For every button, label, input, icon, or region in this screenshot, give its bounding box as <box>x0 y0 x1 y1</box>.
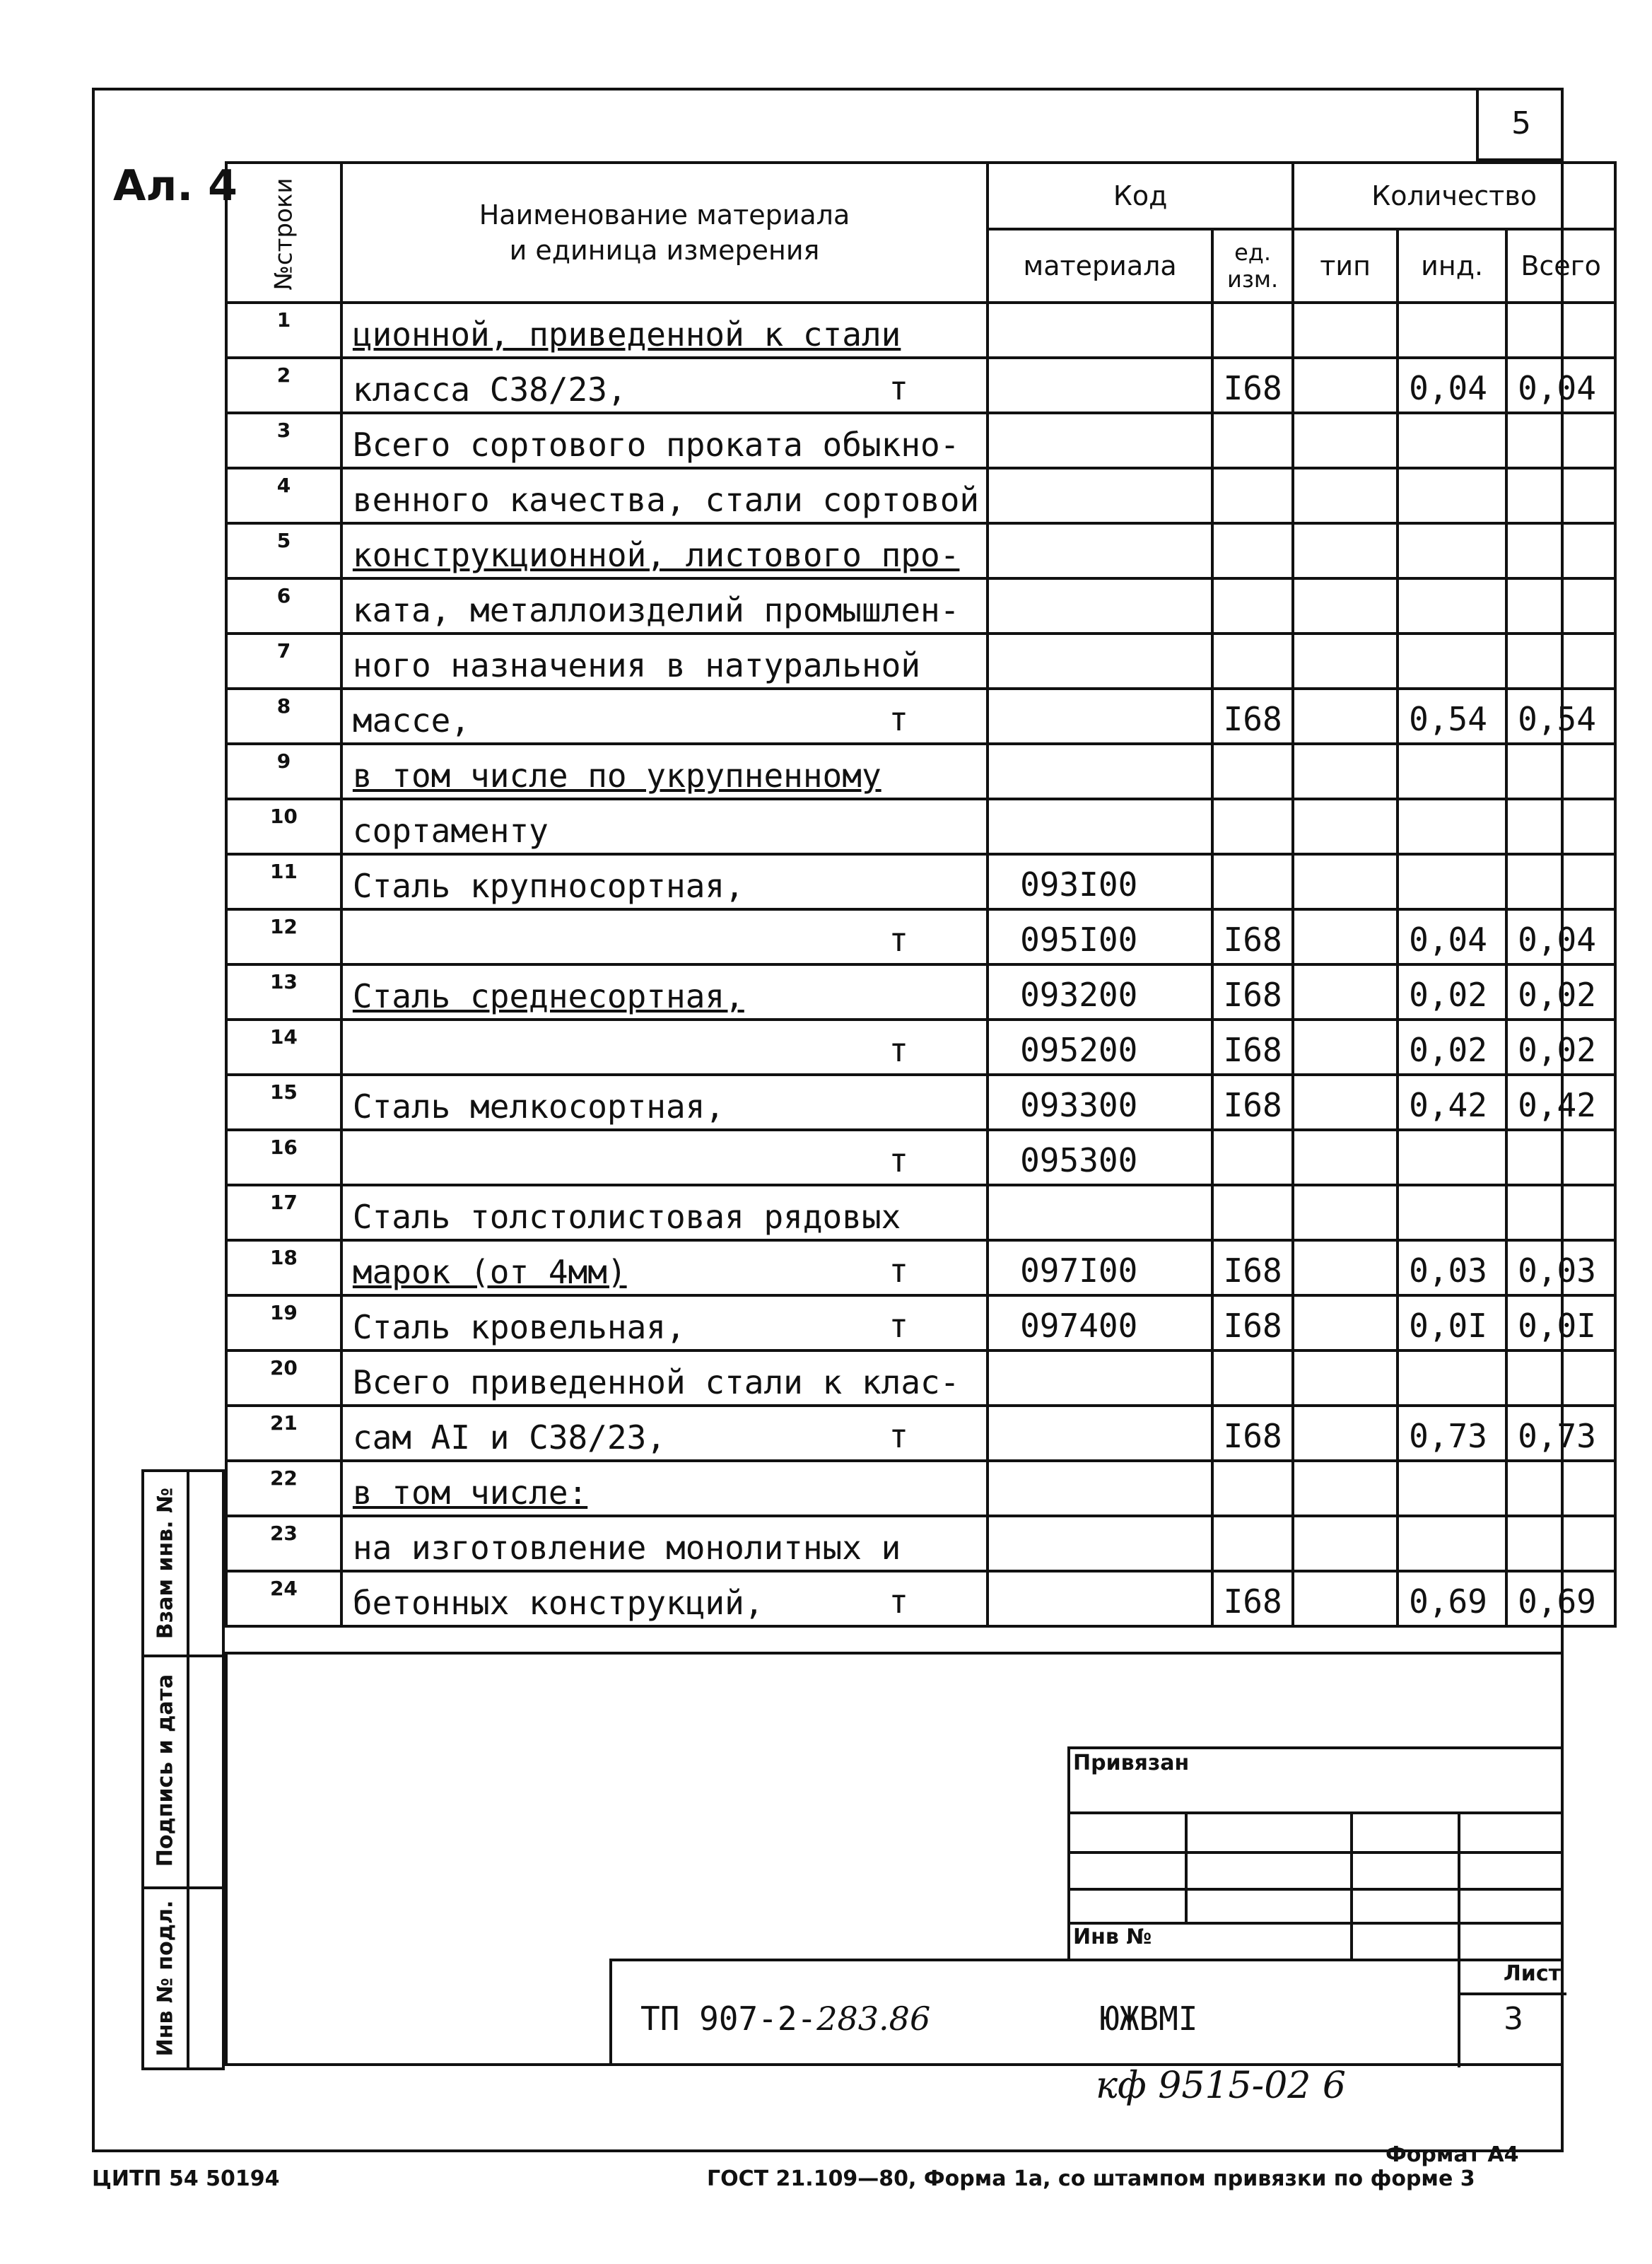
table-row <box>226 1075 1615 1130</box>
table-row <box>226 1185 1615 1240</box>
unit-code: I68 <box>1212 1295 1293 1350</box>
qty-type <box>1293 634 1398 689</box>
qty-total <box>1506 413 1615 468</box>
table-row <box>226 689 1615 744</box>
material-name <box>341 468 988 523</box>
col-type-header: тип <box>1293 229 1398 303</box>
material-name <box>341 1020 988 1075</box>
qty-ind: 0,02 <box>1398 1020 1506 1075</box>
material-name-text: Всего приведенной стали к клас- <box>352 1363 960 1401</box>
material-name-text: ного назначения в натуральной <box>352 646 921 684</box>
unit-code <box>1212 799 1293 854</box>
material-code: 093I00 <box>988 854 1212 909</box>
material-code <box>988 1350 1212 1406</box>
material-name <box>341 854 988 909</box>
material-name-text: класса С38/23, <box>352 370 627 409</box>
row-number: 6 <box>226 578 341 634</box>
material-name-text: массе, <box>352 701 471 740</box>
material-code: 093200 <box>988 964 1212 1020</box>
qty-ind <box>1398 468 1506 523</box>
row-number: 24 <box>226 1571 341 1626</box>
qty-total: 0,73 <box>1506 1406 1615 1461</box>
footer-right: ГОСТ 21.109—80, Форма 1а, со штампом привязки по форме 3 <box>707 2166 1475 2191</box>
qty-type <box>1293 1020 1398 1075</box>
qty-ind <box>1398 854 1506 909</box>
material-code <box>988 468 1212 523</box>
side-label-vzam: Взам инв. № <box>153 1487 178 1640</box>
qty-type <box>1293 413 1398 468</box>
table-row <box>226 1240 1615 1295</box>
qty-total: 0,03 <box>1506 1240 1615 1295</box>
qty-type <box>1293 1571 1398 1626</box>
quantity-group-header: Количество <box>1293 163 1615 229</box>
unit-code: I68 <box>1212 1406 1293 1461</box>
qty-total <box>1506 744 1615 799</box>
material-name <box>341 1350 988 1406</box>
row-number: 10 <box>226 799 341 854</box>
qty-total <box>1506 634 1615 689</box>
qty-ind: 0,54 <box>1398 689 1506 744</box>
material-name-text: конструкционной, листового про- <box>352 536 960 574</box>
qty-total <box>1506 1516 1615 1571</box>
qty-total: 0,04 <box>1506 358 1615 413</box>
col-name-header: Наименование материала и единица измерения <box>341 163 988 303</box>
table-bottom-rule <box>225 1652 1564 1655</box>
material-name <box>341 744 988 799</box>
qty-ind: 0,03 <box>1398 1240 1506 1295</box>
unit-code: I68 <box>1212 1020 1293 1075</box>
footer-left: ЦИТП 54 50194 <box>92 2166 280 2191</box>
qty-ind <box>1398 744 1506 799</box>
row-number: 17 <box>226 1185 341 1240</box>
table-row <box>226 413 1615 468</box>
unit-code <box>1212 1516 1293 1571</box>
table-row <box>226 303 1615 358</box>
unit-code: I68 <box>1212 1240 1293 1295</box>
material-code: 097400 <box>988 1295 1212 1350</box>
table-row <box>226 358 1615 413</box>
qty-total <box>1506 1130 1615 1185</box>
col-row-number-header: №строки <box>226 163 341 303</box>
qty-total <box>1506 1350 1615 1406</box>
row-number: 4 <box>226 468 341 523</box>
material-name <box>341 303 988 358</box>
material-code <box>988 303 1212 358</box>
qty-ind: 0,02 <box>1398 964 1506 1020</box>
qty-total: 0,02 <box>1506 964 1615 1020</box>
qty-ind <box>1398 1350 1506 1406</box>
material-unit: т <box>889 1417 909 1455</box>
qty-total <box>1506 854 1615 909</box>
qty-total <box>1506 303 1615 358</box>
row-number: 12 <box>226 909 341 964</box>
table-row <box>226 1406 1615 1461</box>
material-name <box>341 964 988 1020</box>
qty-total <box>1506 523 1615 578</box>
material-name-text: Сталь толстолистовая рядовых <box>352 1198 901 1236</box>
material-name <box>341 1571 988 1626</box>
qty-ind: 0,69 <box>1398 1571 1506 1626</box>
table-row <box>226 1020 1615 1075</box>
table-row <box>226 1516 1615 1571</box>
table-row <box>226 1350 1615 1406</box>
material-name <box>341 1185 988 1240</box>
material-unit: т <box>889 1582 909 1621</box>
material-name-text: ката, металлоизделий промышлен- <box>352 591 960 629</box>
unit-code <box>1212 1130 1293 1185</box>
row-number: 13 <box>226 964 341 1020</box>
material-name <box>341 1295 988 1350</box>
unit-code: I68 <box>1212 1075 1293 1130</box>
qty-type <box>1293 1130 1398 1185</box>
row-number: 15 <box>226 1075 341 1130</box>
table-row <box>226 468 1615 523</box>
material-code <box>988 578 1212 634</box>
table-row <box>226 909 1615 964</box>
qty-total: 0,69 <box>1506 1571 1615 1626</box>
qty-type <box>1293 1461 1398 1516</box>
material-code <box>988 1516 1212 1571</box>
qty-total: 0,02 <box>1506 1020 1615 1075</box>
table-row <box>226 1295 1615 1350</box>
material-name-text: венного качества, стали сортовой <box>352 481 980 519</box>
material-name-text: сам AI и С38/23, <box>352 1418 666 1457</box>
table-row <box>226 744 1615 799</box>
qty-type <box>1293 523 1398 578</box>
material-name-text: сортаменту <box>352 812 549 850</box>
col-ind-header: инд. <box>1398 229 1506 303</box>
qty-ind: 0,42 <box>1398 1075 1506 1130</box>
material-code <box>988 1406 1212 1461</box>
qty-type <box>1293 744 1398 799</box>
row-number: 7 <box>226 634 341 689</box>
row-number: 23 <box>226 1516 341 1571</box>
unit-code <box>1212 1350 1293 1406</box>
material-code <box>988 1185 1212 1240</box>
material-name-text: на изготовление монолитных и <box>352 1529 901 1567</box>
material-code <box>988 413 1212 468</box>
qty-type <box>1293 1516 1398 1571</box>
qty-total <box>1506 799 1615 854</box>
material-name <box>341 799 988 854</box>
table-row <box>226 1130 1615 1185</box>
unit-code <box>1212 303 1293 358</box>
material-name <box>341 578 988 634</box>
row-number: 18 <box>226 1240 341 1295</box>
material-unit: т <box>889 1141 909 1179</box>
material-code: 097I00 <box>988 1240 1212 1295</box>
qty-total: 0,54 <box>1506 689 1615 744</box>
unit-code <box>1212 634 1293 689</box>
qty-ind <box>1398 1185 1506 1240</box>
side-label-inv: Инв № подл. <box>153 1900 178 2057</box>
qty-ind <box>1398 578 1506 634</box>
sheet-label: Лист <box>1460 1961 1566 1995</box>
document-code: ТП 907-2-283.86 <box>640 2000 931 2038</box>
material-name <box>341 909 988 964</box>
row-number: 19 <box>226 1295 341 1350</box>
qty-ind <box>1398 1516 1506 1571</box>
material-name-text: марок (от 4мм) <box>352 1253 627 1291</box>
row-number: 14 <box>226 1020 341 1075</box>
row-number: 8 <box>226 689 341 744</box>
side-divider-2 <box>144 1886 222 1889</box>
unit-code <box>1212 1185 1293 1240</box>
qty-type <box>1293 964 1398 1020</box>
material-code <box>988 744 1212 799</box>
page-number: 5 <box>1476 88 1564 161</box>
side-strip <box>141 1469 225 2070</box>
material-name <box>341 1516 988 1571</box>
qty-ind: 0,04 <box>1398 358 1506 413</box>
qty-total <box>1506 468 1615 523</box>
qty-type <box>1293 689 1398 744</box>
format-label: Формат А4 <box>1386 2142 1519 2167</box>
material-name <box>341 689 988 744</box>
qty-ind <box>1398 523 1506 578</box>
material-name-text: Сталь мелкосортная, <box>352 1087 725 1126</box>
qty-ind <box>1398 303 1506 358</box>
unit-code <box>1212 523 1293 578</box>
unit-code <box>1212 468 1293 523</box>
qty-type <box>1293 909 1398 964</box>
qty-total: 0,0I <box>1506 1295 1615 1350</box>
material-unit: т <box>889 1031 909 1069</box>
qty-ind <box>1398 1461 1506 1516</box>
qty-ind: 0,73 <box>1398 1406 1506 1461</box>
material-name-text: Сталь среднесортная, <box>352 977 744 1015</box>
material-name-text: Всего сортового проката обыкно- <box>352 426 960 464</box>
material-code: 095I00 <box>988 909 1212 964</box>
unit-code <box>1212 854 1293 909</box>
qty-ind <box>1398 1130 1506 1185</box>
material-name <box>341 634 988 689</box>
side-label-podpis: Подпись и дата <box>153 1674 178 1867</box>
table-row <box>226 854 1615 909</box>
code-group-header: Код <box>988 163 1293 229</box>
qty-total <box>1506 1461 1615 1516</box>
material-name-text: в том числе по укрупненному <box>352 757 881 795</box>
col-material-header: материала <box>988 229 1212 303</box>
table-row <box>226 523 1615 578</box>
material-name <box>341 358 988 413</box>
row-number: 16 <box>226 1130 341 1185</box>
binding-stamp <box>1067 1746 1564 1949</box>
row-number: 11 <box>226 854 341 909</box>
material-unit: т <box>889 1307 909 1345</box>
material-code <box>988 358 1212 413</box>
table-row <box>226 1571 1615 1626</box>
material-code <box>988 799 1212 854</box>
stamp-inv-no: Инв № <box>1073 1925 1152 1949</box>
material-code <box>988 1571 1212 1626</box>
unit-code: I68 <box>1212 964 1293 1020</box>
material-code <box>988 634 1212 689</box>
material-name <box>341 1461 988 1516</box>
material-code <box>988 523 1212 578</box>
material-code: 095300 <box>988 1130 1212 1185</box>
qty-type <box>1293 854 1398 909</box>
qty-type <box>1293 1185 1398 1240</box>
unit-code <box>1212 1461 1293 1516</box>
material-name <box>341 1406 988 1461</box>
row-number: 9 <box>226 744 341 799</box>
qty-type <box>1293 358 1398 413</box>
qty-type <box>1293 303 1398 358</box>
material-unit: т <box>889 921 909 959</box>
qty-ind <box>1398 799 1506 854</box>
row-number: 3 <box>226 413 341 468</box>
qty-type <box>1293 1240 1398 1295</box>
sheet-box <box>1458 1961 1566 2067</box>
qty-type <box>1293 1406 1398 1461</box>
material-unit: т <box>889 369 909 407</box>
row-number: 2 <box>226 358 341 413</box>
qty-type <box>1293 578 1398 634</box>
qty-total: 0,04 <box>1506 909 1615 964</box>
material-name <box>341 1075 988 1130</box>
material-name-text: ционной, приведенной к стали <box>352 315 901 354</box>
material-unit: т <box>889 700 909 738</box>
material-name <box>341 523 988 578</box>
qty-total <box>1506 1185 1615 1240</box>
table-row <box>226 799 1615 854</box>
qty-type <box>1293 1350 1398 1406</box>
material-code: 093300 <box>988 1075 1212 1130</box>
unit-code: I68 <box>1212 1571 1293 1626</box>
material-unit: т <box>889 1251 909 1290</box>
col-total-header: Всего <box>1506 229 1615 303</box>
qty-ind <box>1398 413 1506 468</box>
qty-type <box>1293 1075 1398 1130</box>
row-number: 1 <box>226 303 341 358</box>
left-border <box>225 1652 228 2066</box>
sheet-value: 3 <box>1504 2001 1523 2037</box>
qty-type <box>1293 468 1398 523</box>
row-number: 22 <box>226 1461 341 1516</box>
col-unit-header: ед. изм. <box>1212 229 1293 303</box>
material-name <box>341 1240 988 1295</box>
table-row <box>226 1461 1615 1516</box>
row-number: 5 <box>226 523 341 578</box>
corner-mark: Ал. 4 <box>113 161 238 211</box>
qty-total: 0,42 <box>1506 1075 1615 1130</box>
qty-ind <box>1398 634 1506 689</box>
material-name-text: Сталь кровельная, <box>352 1308 686 1346</box>
materials-table <box>225 161 1617 1628</box>
unit-code: I68 <box>1212 689 1293 744</box>
unit-code <box>1212 413 1293 468</box>
stamp-privyazan: Привязан <box>1073 1751 1190 1775</box>
material-name <box>341 1130 988 1185</box>
material-name-text: в том числе: <box>352 1474 588 1512</box>
unit-code: I68 <box>1212 909 1293 964</box>
qty-type <box>1293 799 1398 854</box>
table-row <box>226 634 1615 689</box>
material-name-text: бетонных конструкций, <box>352 1584 764 1622</box>
unit-code <box>1212 578 1293 634</box>
row-number: 20 <box>226 1350 341 1406</box>
unit-code <box>1212 744 1293 799</box>
title-block <box>609 1959 1564 2065</box>
material-code <box>988 1461 1212 1516</box>
unit-code: I68 <box>1212 358 1293 413</box>
material-name <box>341 413 988 468</box>
qty-type <box>1293 1295 1398 1350</box>
qty-ind: 0,0I <box>1398 1295 1506 1350</box>
table-row <box>226 964 1615 1020</box>
handwritten-note: кф 9515-02 6 <box>1096 2065 1346 2107</box>
table-row <box>226 578 1615 634</box>
qty-total <box>1506 578 1615 634</box>
qty-ind: 0,04 <box>1398 909 1506 964</box>
material-code: 095200 <box>988 1020 1212 1075</box>
row-number: 21 <box>226 1406 341 1461</box>
document-id: ЮЖВМI <box>1100 2000 1198 2038</box>
material-code <box>988 689 1212 744</box>
material-name-text: Сталь крупносортная, <box>352 867 744 905</box>
side-divider-1 <box>144 1655 222 1657</box>
